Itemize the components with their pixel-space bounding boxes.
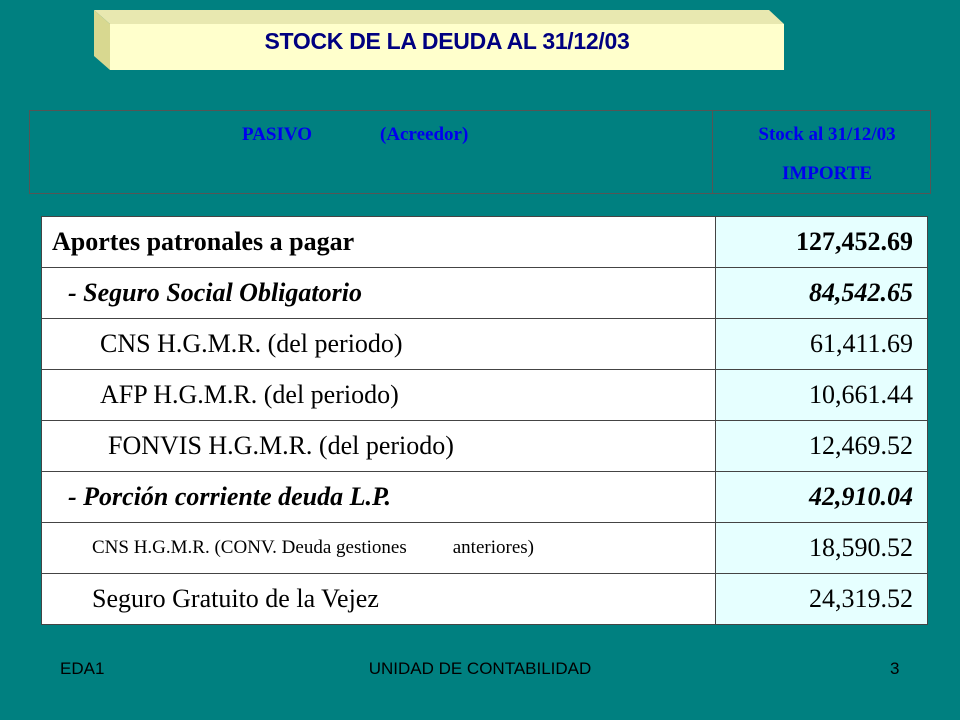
row-value: 18,590.52 xyxy=(716,523,928,574)
header-pasivo: PASIVO xyxy=(242,124,312,145)
table-row xyxy=(42,268,928,319)
header-table xyxy=(29,110,931,194)
row-value: 61,411.69 xyxy=(716,319,928,370)
page-title: STOCK DE LA DEUDA AL 31/12/03 xyxy=(264,28,630,54)
row-label: AFP H.G.M.R. (del periodo) xyxy=(42,370,716,421)
table-row xyxy=(42,421,928,472)
row-value: 127,452.69 xyxy=(716,217,928,268)
header-acreedor: (Acreedor) xyxy=(380,124,469,145)
page-number: 3 xyxy=(890,659,900,678)
row-value: 84,542.65 xyxy=(716,268,928,319)
row-label: FONVIS H.G.M.R. (del periodo) xyxy=(42,421,716,472)
row-label: - Seguro Social Obligatorio xyxy=(42,268,716,319)
row-label: - Porción corriente deuda L.P. xyxy=(42,472,716,523)
table-row xyxy=(42,523,928,574)
footer-left: EDA1 xyxy=(60,659,105,678)
table-row xyxy=(42,319,928,370)
table-row xyxy=(42,472,928,523)
debt-table xyxy=(41,216,928,625)
row-label-part-a: CNS H.G.M.R. (CONV. Deuda gestiones xyxy=(92,537,407,558)
row-value: 24,319.52 xyxy=(716,574,928,625)
title-banner xyxy=(94,10,784,70)
footer-center: UNIDAD DE CONTABILIDAD xyxy=(368,659,592,678)
table-row xyxy=(42,574,928,625)
row-value: 10,661.44 xyxy=(716,370,928,421)
row-label: Seguro Gratuito de la Vejez xyxy=(42,574,716,625)
table-row xyxy=(42,370,928,421)
row-label xyxy=(42,523,716,574)
row-label: CNS H.G.M.R. (del periodo) xyxy=(42,319,716,370)
row-label: Aportes patronales a pagar xyxy=(42,217,716,268)
table-row xyxy=(42,217,928,268)
row-value: 12,469.52 xyxy=(716,421,928,472)
row-label-part-b: anteriores) xyxy=(452,537,534,558)
header-importe: IMPORTE xyxy=(781,163,873,184)
row-value: 42,910.04 xyxy=(716,472,928,523)
header-divider xyxy=(712,111,713,193)
header-stock: Stock al 31/12/03 xyxy=(758,124,896,145)
